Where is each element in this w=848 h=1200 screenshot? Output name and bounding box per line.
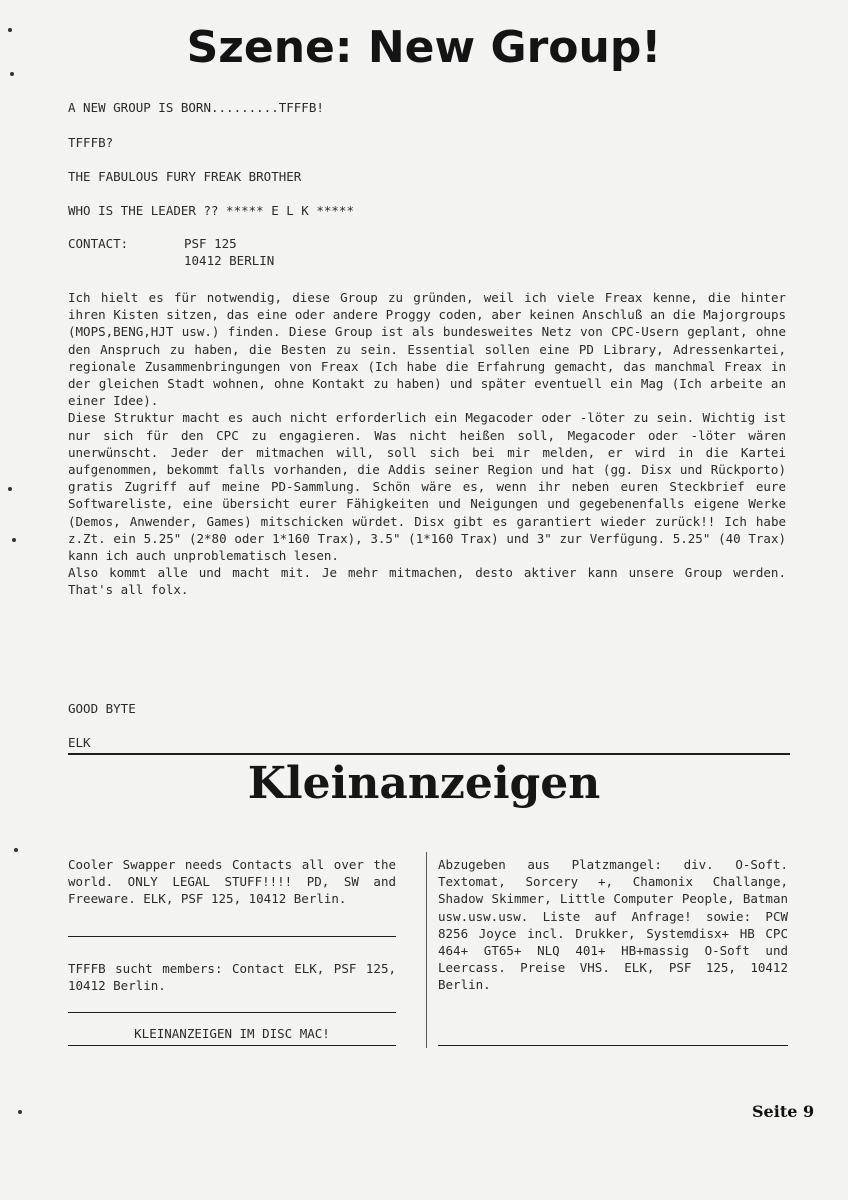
article-body [68, 289, 786, 599]
page-title: Szene: New Group! [186, 22, 662, 73]
ad-divider [438, 1045, 788, 1046]
classified-ad: Abzugeben aus Platzmangel: div. O-Soft. Textomat, Sorcery +, Chamonix Challange, Shadow Skimmer, Little Computer People, Batman usw.usw.usw. Liste auf Anfrage! sowie: PCW 8256 Joyce incl. Drukker, Systemdisx+ HB CPC 464+ GT65+ NLQ 401+ HB+massig O-Soft und Leercass. Preise VHS. ELK, PSF 125, 10412 Berlin. [438, 857, 788, 993]
article-signoff: GOOD BYTE [68, 701, 136, 716]
intro-line-question: TFFFB? [68, 135, 114, 150]
classified-ad: TFFFB sucht members: Contact ELK, PSF 125, 10412 Berlin. [68, 961, 396, 994]
column-separator [426, 852, 427, 1048]
intro-line-name: THE FABULOUS FURY FREAK BROTHER [68, 169, 302, 184]
contact-address-line1: PSF 125 [184, 236, 237, 251]
contact-label: CONTACT: [68, 236, 129, 251]
contact-address-line2: 10412 BERLIN [184, 253, 275, 268]
article-paragraph: Also kommt alle und macht mit. Je mehr mitmachen, desto aktiver kann unsere Group werden. That's all folx. [68, 565, 786, 598]
punch-mark [12, 538, 16, 542]
ad-divider [68, 936, 396, 937]
page-number: Seite 9 [752, 1102, 815, 1121]
ad-divider [68, 1045, 396, 1046]
classifieds-footer: KLEINANZEIGEN IM DISC MAC! [134, 1026, 330, 1041]
punch-mark [8, 487, 12, 491]
intro-line-leader: WHO IS THE LEADER ?? ***** E L K ***** [68, 203, 354, 218]
classifieds-title: Kleinanzeigen [247, 758, 601, 809]
article-paragraph: Diese Struktur macht es auch nicht erforderlich ein Megacoder oder -löter zu sein. Wichtig ist nur sich für den CPC zu engagieren. Was nicht heißen soll, Megacoder oder -löter wären unerwünscht. Jeder der mitmachen will, soll sich bei mir melden, er wird in die Kartei aufgenommen, bekommt falls vorhanden, die Addis seiner Region und hat (gg. Disx und Rückporto) gratis Zugriff auf meine PD-Sammlung. Schön wäre es, wenn ihr neben euren Steckbrief eure Softwareliste, eine übersicht eurer Fähigkeiten und Neigungen und gegebenenfalls eigene Werke (Demos, Anwender, Games) mitschicken würdet. Disx gibt es garantiert wieder zurück!! Ich habe z.Zt. ein 5.25" (2*80 oder 1*160 Trax), 3.5" (1*160 Trax) und 3" zur Verfügung. 5.25" (40 Trax) kann ich auch unproblematisch lesen. [68, 410, 786, 564]
ad-divider [68, 1012, 396, 1013]
section-divider [68, 753, 790, 755]
article-paragraph: Ich hielt es für notwendig, diese Group zu gründen, weil ich viele Freax kenne, die hinter ihren Kisten sitzen, das eine oder andere Proggy coden, aber keinen Anschluß an die Majorgroups (MOPS,BENG,HJT usw.) finden. Diese Group ist als bundesweites Netz von CPC-Usern geplant, ohne den Anspruch zu haben, die Besten zu sein. Essential sollen eine PD Library, Adressenkartei, regionale Zusammenbringungen von Freax (Ich habe die Erfahrung gemacht, das manchmal Freax in der gleichen Stadt wohnen, ohne Kontakt zu haben) und später eventuell ein Mag (Ich arbeite an einer Idee). [68, 290, 786, 409]
punch-mark [14, 848, 18, 852]
punch-mark [18, 1110, 22, 1114]
intro-line-born: A NEW GROUP IS BORN.........TFFFB! [68, 100, 324, 115]
article-author: ELK [68, 735, 91, 750]
classified-ad: Cooler Swapper needs Contacts all over the world. ONLY LEGAL STUFF!!!! PD, SW and Freeware. ELK, PSF 125, 10412 Berlin. [68, 857, 396, 907]
